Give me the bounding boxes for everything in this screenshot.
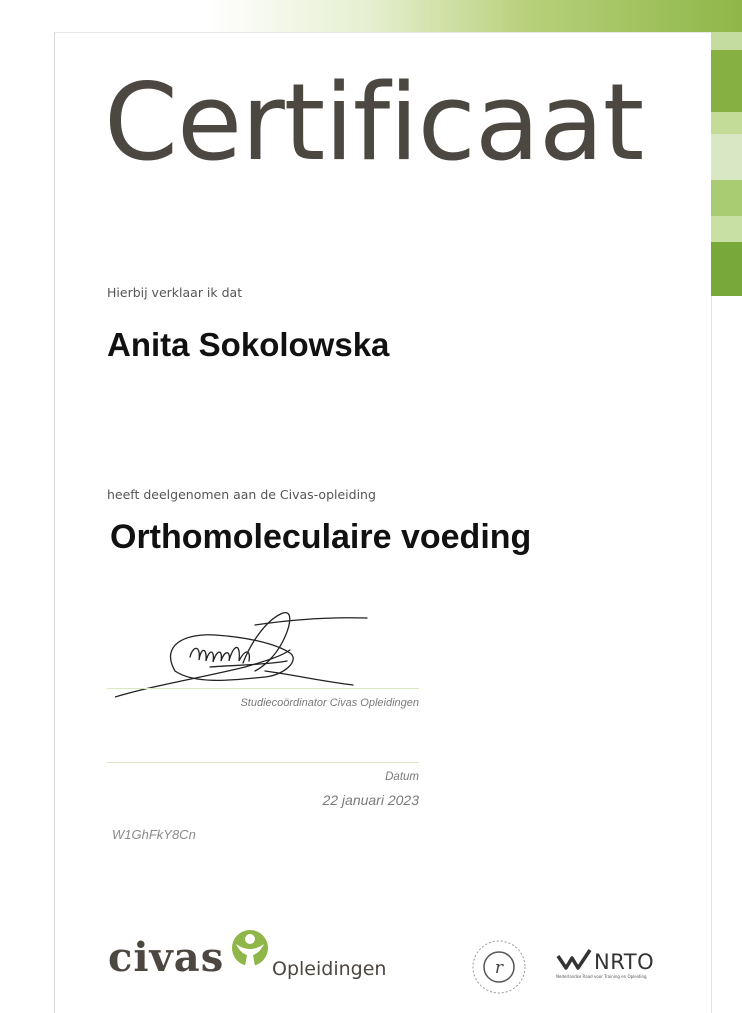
nrto-logo	[556, 948, 666, 984]
nrto-wordmark: NRTO	[594, 950, 655, 974]
date-label: Datum	[385, 771, 419, 783]
signatory-role: Studiecoördinator Civas Opleidingen	[240, 697, 419, 709]
civas-person-icon	[228, 928, 272, 968]
recipient-name: Anita Sokolowska	[107, 326, 390, 363]
nrto-tagline: Nederlandse Raad voor Training en Opleiding	[556, 974, 647, 979]
civas-wordmark: civas	[108, 934, 225, 981]
verification-code: W1GhFkY8Cn	[112, 827, 196, 842]
date-line	[107, 762, 419, 763]
top-gradient-strip	[210, 0, 742, 32]
svg-text:r: r	[494, 958, 504, 978]
crkbo-seal-icon	[470, 938, 528, 996]
nrto-check-icon	[556, 948, 592, 972]
side-color-bars	[711, 32, 742, 296]
signature-image	[115, 605, 385, 700]
participation-text: heeft deelgenomen aan de Civas-opleiding	[107, 487, 376, 502]
course-name: Orthomoleculaire voeding	[110, 518, 532, 556]
declaration-text: Hierbij verklaar ik dat	[107, 285, 243, 300]
signature-line	[107, 688, 419, 689]
civas-subtitle: Opleidingen	[272, 958, 387, 980]
certificate-title: Certificaat	[104, 61, 644, 184]
civas-logo	[108, 928, 408, 988]
date-value: 22 januari 2023	[322, 792, 419, 808]
